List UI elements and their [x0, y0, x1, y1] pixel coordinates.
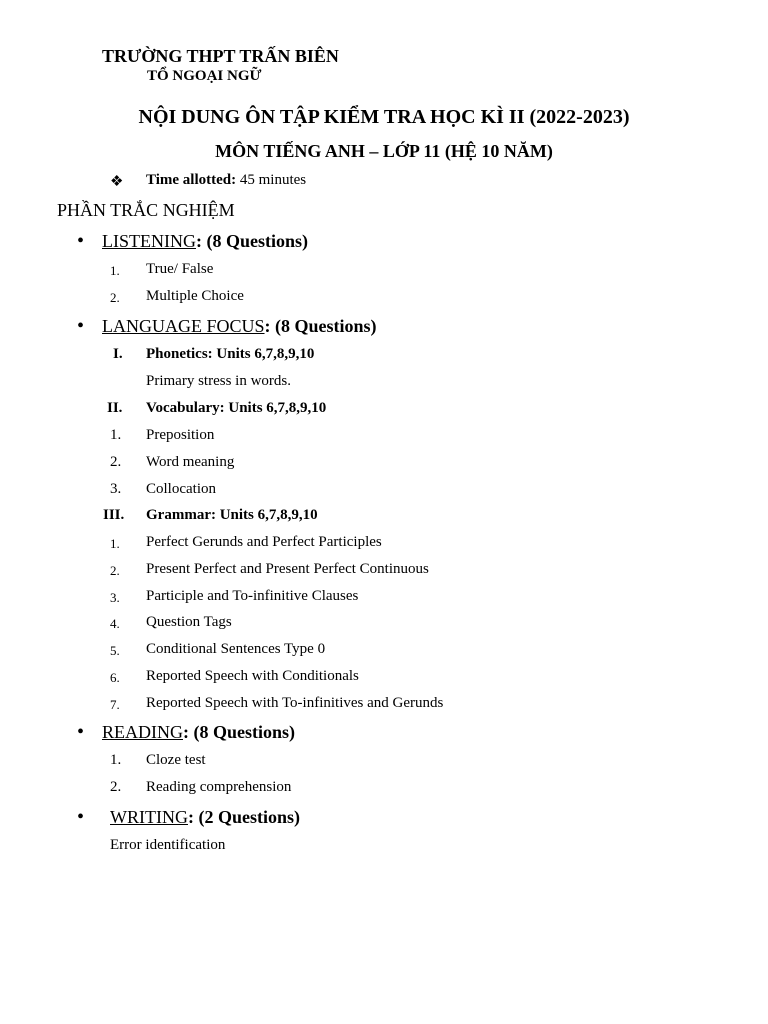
list-number: 2. [110, 454, 122, 470]
part-title: PHẦN TRẮC NGHIỆM [57, 200, 235, 220]
language-focus-name: LANGUAGE FOCUS [102, 316, 265, 336]
writing-desc: Error identification [110, 837, 226, 853]
time-value: 45 minutes [236, 172, 307, 188]
list-item: Word meaning [146, 454, 235, 470]
list-number: 1. [110, 263, 120, 278]
list-item: Collocation [146, 481, 216, 497]
list-number: 3. [110, 590, 120, 605]
list-item: Reported Speech with Conditionals [146, 668, 359, 684]
reading-count: : (8 Questions) [183, 722, 295, 742]
list-number: 1. [110, 536, 120, 551]
list-number: 7. [110, 697, 120, 712]
list-number: 2. [110, 563, 120, 578]
list-number: 3. [110, 481, 122, 497]
list-item: Cloze test [146, 752, 206, 768]
list-item: Question Tags [146, 614, 232, 630]
list-item: Reading comprehension [146, 779, 292, 795]
main-title: NỘI DUNG ÔN TẬP KIỂM TRA HỌC KÌ II (2022-2023) [138, 106, 630, 128]
bullet-icon: • [77, 230, 85, 252]
roman-number: II. [107, 400, 123, 416]
reading-name: READING [102, 722, 183, 742]
list-number: 5. [110, 643, 120, 658]
time-label: Time allotted: [146, 172, 237, 188]
listening-name: LISTENING [102, 231, 196, 251]
list-number: 6. [110, 670, 120, 685]
list-item: Perfect Gerunds and Perfect Participles [146, 534, 382, 550]
diamond-bullet-icon: ❖ [110, 174, 124, 190]
list-item: Multiple Choice [146, 288, 244, 304]
writing-name: WRITING [110, 807, 188, 827]
list-item: Preposition [146, 427, 215, 443]
list-number: 2. [110, 779, 122, 795]
list-number: 1. [110, 752, 122, 768]
roman-number: I. [113, 346, 123, 362]
subject-title: MÔN TIẾNG ANH – LỚP 11 (HỆ 10 NĂM) [215, 141, 553, 161]
school-name: TRƯỜNG THPT TRẤN BIÊN [102, 46, 339, 66]
list-item: Participle and To-infinitive Clauses [146, 588, 359, 604]
bullet-icon: • [77, 806, 85, 828]
listening-heading [102, 231, 308, 252]
list-item: Present Perfect and Present Perfect Continuous [146, 561, 429, 577]
list-number: 4. [110, 616, 120, 631]
list-item: Conditional Sentences Type 0 [146, 641, 326, 657]
writing-count: : (2 Questions) [187, 807, 300, 827]
list-number: 1. [110, 427, 122, 443]
list-item: True/ False [146, 261, 214, 277]
language-focus-count: : (8 Questions) [264, 316, 377, 336]
department-name: TỔ NGOẠI NGỮ [147, 68, 262, 84]
list-number: 2. [110, 290, 120, 305]
reading-heading [102, 722, 295, 743]
roman-number: III. [103, 507, 125, 523]
grammar-title: Grammar: Units 6,7,8,9,10 [146, 507, 318, 523]
bullet-icon: • [77, 315, 85, 337]
listening-count: : (8 Questions) [195, 231, 308, 251]
language-focus-heading [102, 316, 377, 337]
bullet-icon: • [77, 721, 85, 743]
vocabulary-title: Vocabulary: Units 6,7,8,9,10 [146, 400, 327, 416]
phonetics-title: Phonetics: Units 6,7,8,9,10 [146, 346, 315, 362]
writing-heading [110, 807, 300, 828]
list-item: Reported Speech with To-infinitives and Gerunds [146, 695, 444, 711]
phonetics-desc: Primary stress in words. [146, 373, 291, 389]
time-allotted [146, 172, 306, 189]
